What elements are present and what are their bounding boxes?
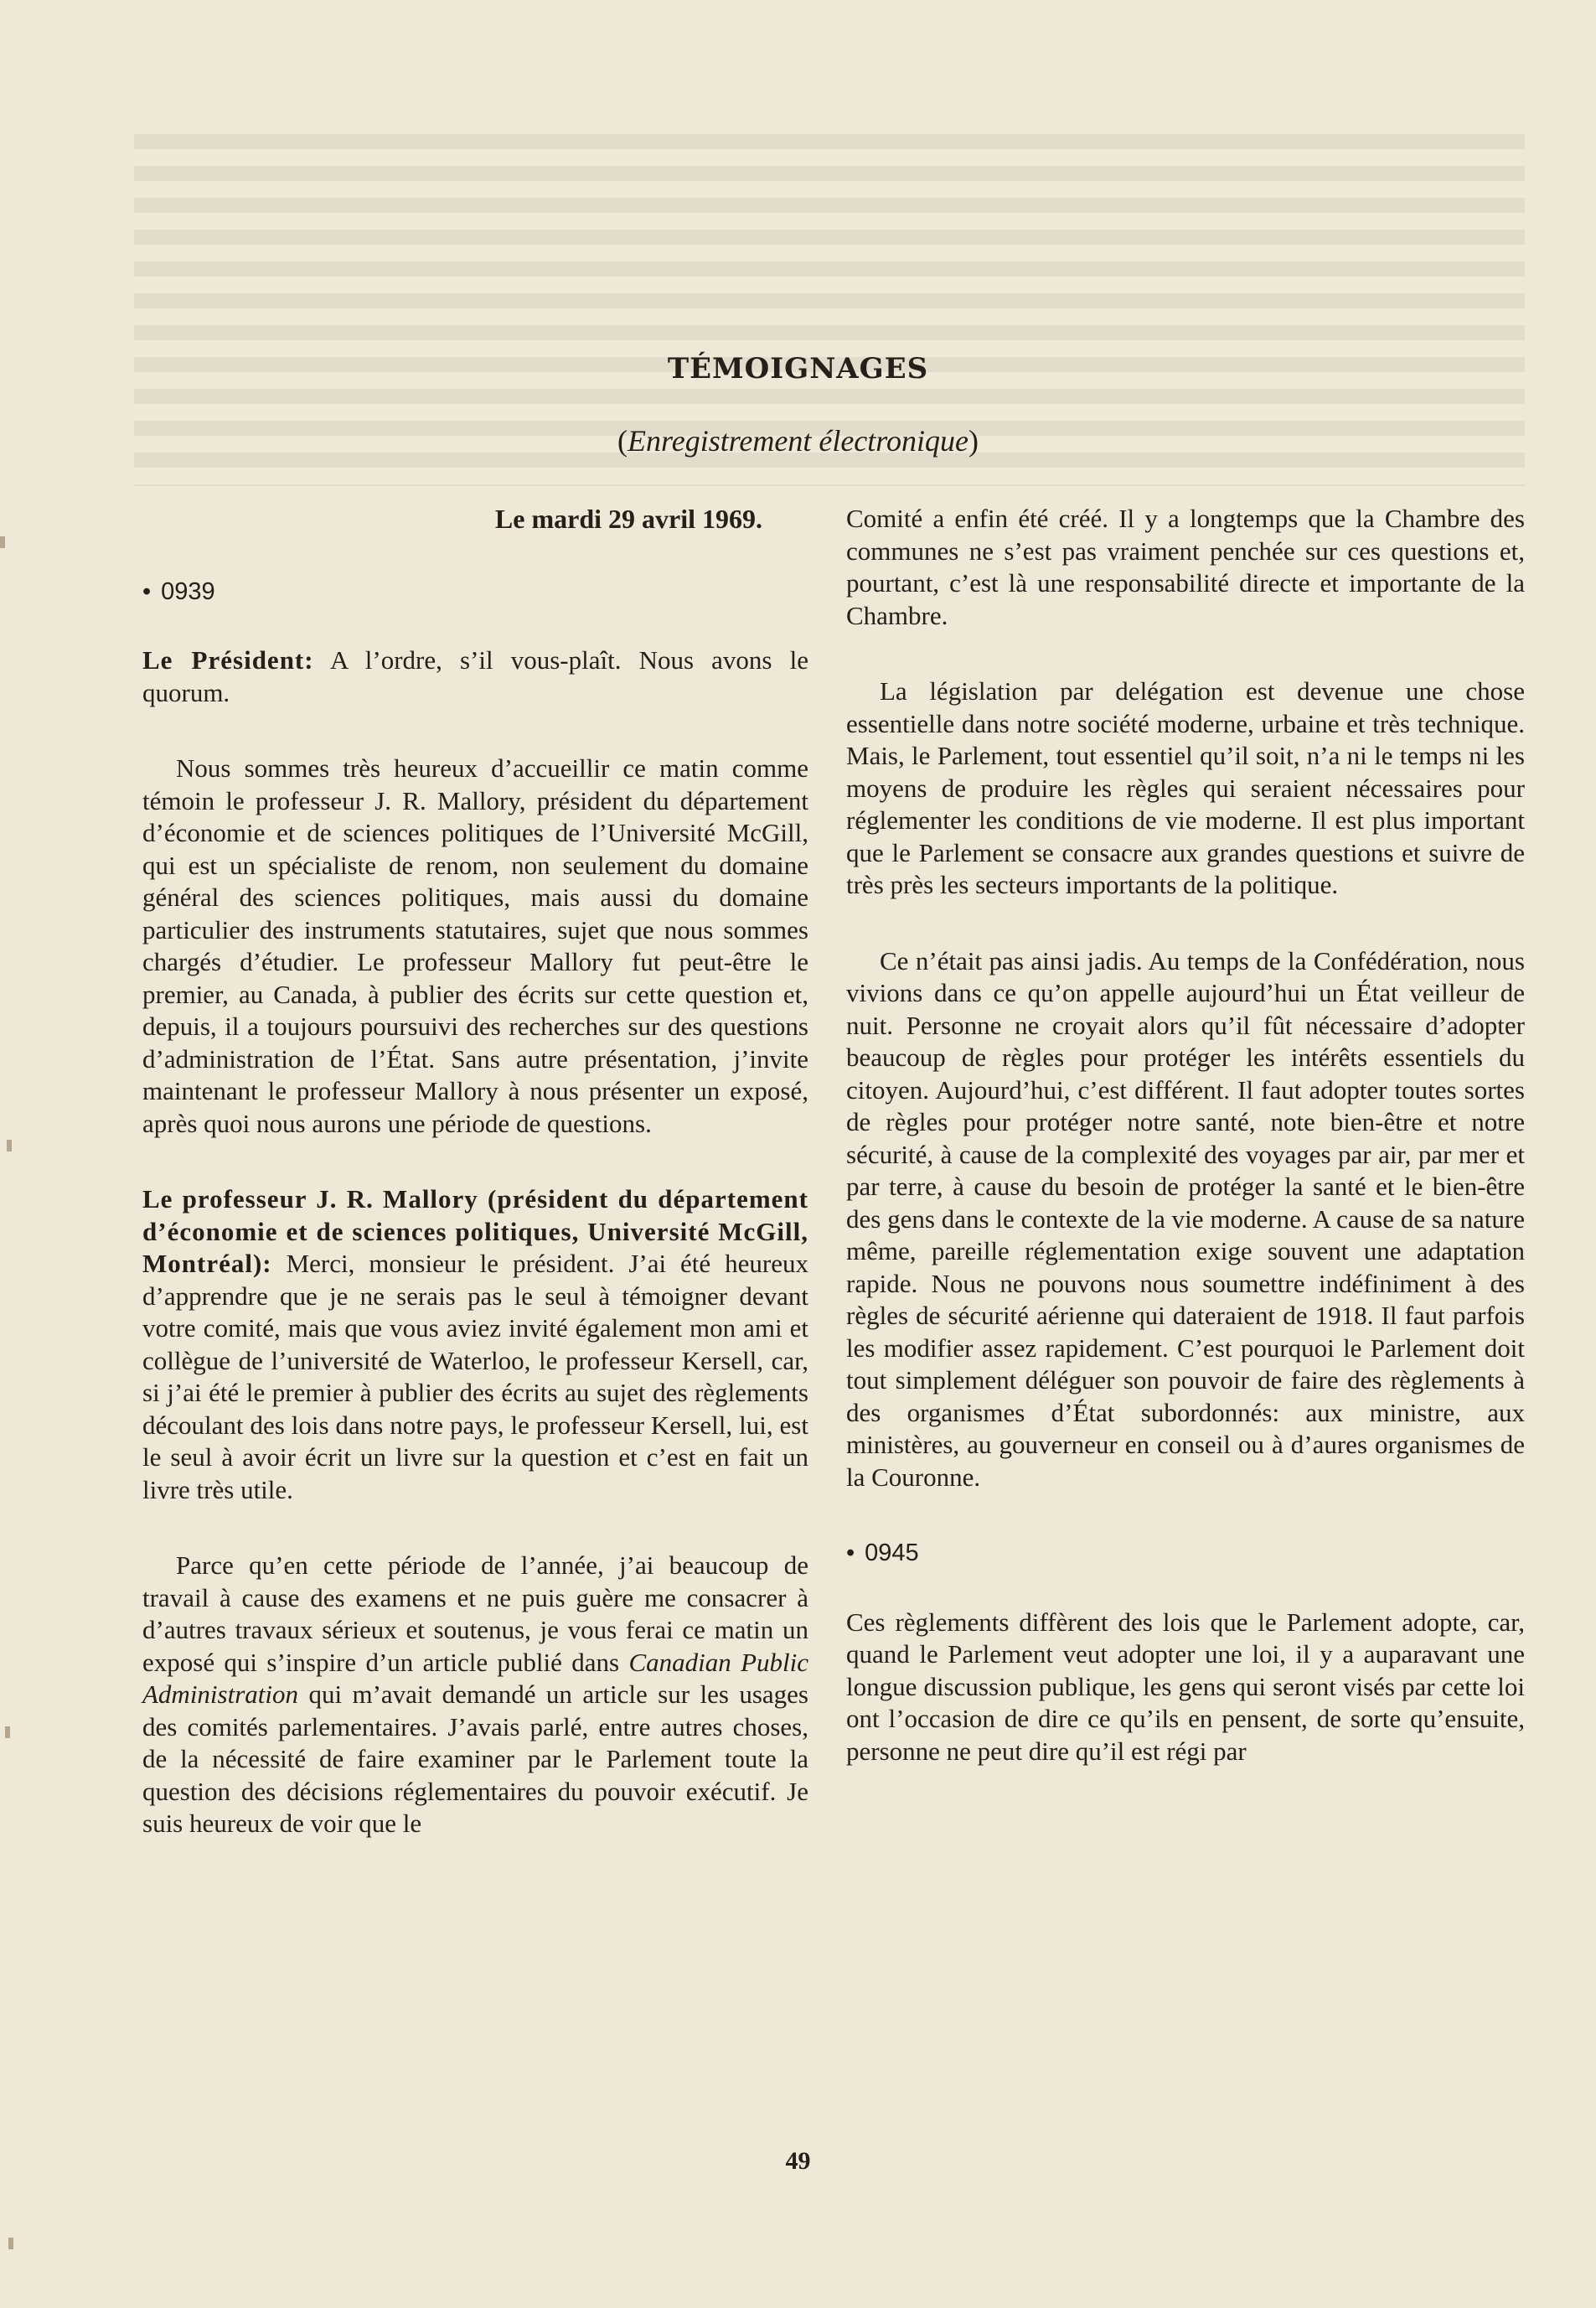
edge-mark	[5, 1726, 10, 1738]
paragraph-mallory-opening	[142, 1183, 808, 1506]
edge-mark	[7, 1140, 12, 1151]
time-marker-text: 0945	[865, 1540, 919, 1566]
journal-title: Canadian Public Administration	[142, 1647, 808, 1709]
left-column	[142, 503, 808, 1884]
time-marker-0939	[142, 576, 808, 608]
paragraph-mallory-context	[142, 1550, 808, 1840]
speaker-mallory: Le professeur J. R. Mallory (président du département d’économie et de sciences politiques, Université McGill, Montréal):	[142, 1184, 808, 1278]
section-subtitle: (Enregistrement électronique)	[617, 424, 979, 458]
page-number: 49	[785, 2147, 811, 2175]
subtitle-italic-text: Enregistrement électronique	[628, 424, 968, 458]
paragraph-text: Parce qu’en cette période de l’année, j’ai beaucoup de travail à cause des examens et ne puis guère me consacrer à d’autres travaux sérieux et soutenus, je vous ferai ce matin un exposé qui s’inspire d’un article publié dans	[142, 1550, 808, 1677]
section-title: TÉMOIGNAGES	[667, 352, 929, 386]
paragraph-text: A l’ordre, s’il vous-plaît. Nous avons le quorum.	[142, 645, 808, 707]
time-marker-text: 0939	[161, 577, 215, 605]
sitting-date: Le mardi 29 avril 1969.	[494, 504, 762, 534]
paragraph-introduction: Nous sommes très heureux d’accueillir ce matin comme témoin le professeur J. R. Mallory, président du département d’économie et de sciences politiques de l’Université McGill, qui est un spécialiste de renom, non seulement du domaine général des sciences politiques, mais aussi du domaine particulier des instruments statutaires, sujet que nous sommes chargés d’étudier. Le professeur Mallory fut peut-être le premier, au Canada, à publier des écrits sur cette question et, depuis, il a toujours poursuivi des recherches sur des questions d’administration de l’État. Sans autre présentation, j’invite maintenant le professeur Mallory à nous présenter un exposé, après quoi nous aurons une période de questions.	[142, 753, 808, 1138]
bullet-icon: •	[846, 1540, 855, 1566]
edge-mark	[0, 536, 5, 548]
bullet-icon: •	[142, 577, 152, 605]
paragraph-text: qui m’avait demandé un article sur les usages des comités parlementaires. J’avais parlé, entre autres choses, de la nécessité de faire examiner par le Parlement toute la question des décisions réglementaires du pouvoir exécutif. Je suis heureux de voir que le	[142, 1679, 808, 1838]
speaker-president: Le Président:	[142, 645, 314, 675]
paragraph-confederation: Ce n’était pas ainsi jadis. Au temps de la Confédération, nous vivions dans ce qu’on appelle aujourd’hui un État veilleur de nuit. Personne ne croyait alors qu’il fût nécessaire d’adopter beaucoup de règles pour protéger les intérêts essentiels du citoyen. Aujourd’hui, c’est différent. Il faut adopter toutes sortes de règles pour protéger notre santé, note bien-être et notre sécurité, à cause de la complexité des voyages par air, par mer et par terre, à cause du besoin de protéger la santé et le bien-être des gens dans le contexte de la vie moderne. A cause de sa nature même, pareille réglementation exige souvent une adaptation rapide. Nous ne pouvons nous soumettre indéfiniment à des règles de sécurité aérienne qui dateraient de 1918. Il faut parfois les modifier assez rapidement. C’est pourquoi le Parlement doit tout simplement déléguer son pouvoir de faire des règlements à des organismes d’État subordonnés: aux ministre, aux ministères, au gouverneur en conseil ou à d’aures organismes de la Couronne.	[846, 945, 1525, 1492]
paragraph-regulations-differ: Ces règlements diffèrent des lois que le Parlement adopte, car, quand le Parlement veut adopter une loi, il y a auparavant une longue discussion publique, les gens qui seront visés par cette loi ont l’occasion de dire ce qu’ils en pensent, de sorte qu’ensuite, personne ne peut dire qu’il est régi par	[846, 1607, 1525, 1766]
paragraph-text: Merci, monsieur le président. J’ai été heureux d’apprendre que je ne serais pas le seul à témoigner devant votre comité, mais que vous aviez invité également mon ami et collègue de l’université de Waterloo, le professeur Kersell, car, si j’ai été le premier à publier des écrits au sujet des règlements découlant des lois dans notre pays, le professeur Kersell, lui, est le seul à avoir écrit un livre sur la question et c’est en fait un livre très utile.	[142, 1249, 808, 1504]
right-column	[846, 503, 1525, 1811]
paragraph-delegated-legislation: La législation par delégation est devenue une chose essentielle dans notre société moderne, urbaine et très technique. Mais, le Parlement, tout essentiel qu’il soit, n’a ni le temps ni les moyens de produire les règles qui seraient nécessaires pour réglementer les conditions de vie moderne. Il est plus important que le Parlement se consacre aux grandes questions et suivre de très près les secteurs importants de la politique.	[846, 676, 1525, 899]
paragraph-committee-created: Comité a enfin été créé. Il y a longtemps que la Chambre des communes ne s’est pas vraiment penchée sur ces questions et, pourtant, c’est là une responsabilité directe et importante de la Chambre.	[846, 504, 1525, 630]
paragraph-president-opening	[142, 644, 808, 709]
time-marker-0945	[846, 1537, 1525, 1570]
edge-mark	[8, 2238, 13, 2249]
